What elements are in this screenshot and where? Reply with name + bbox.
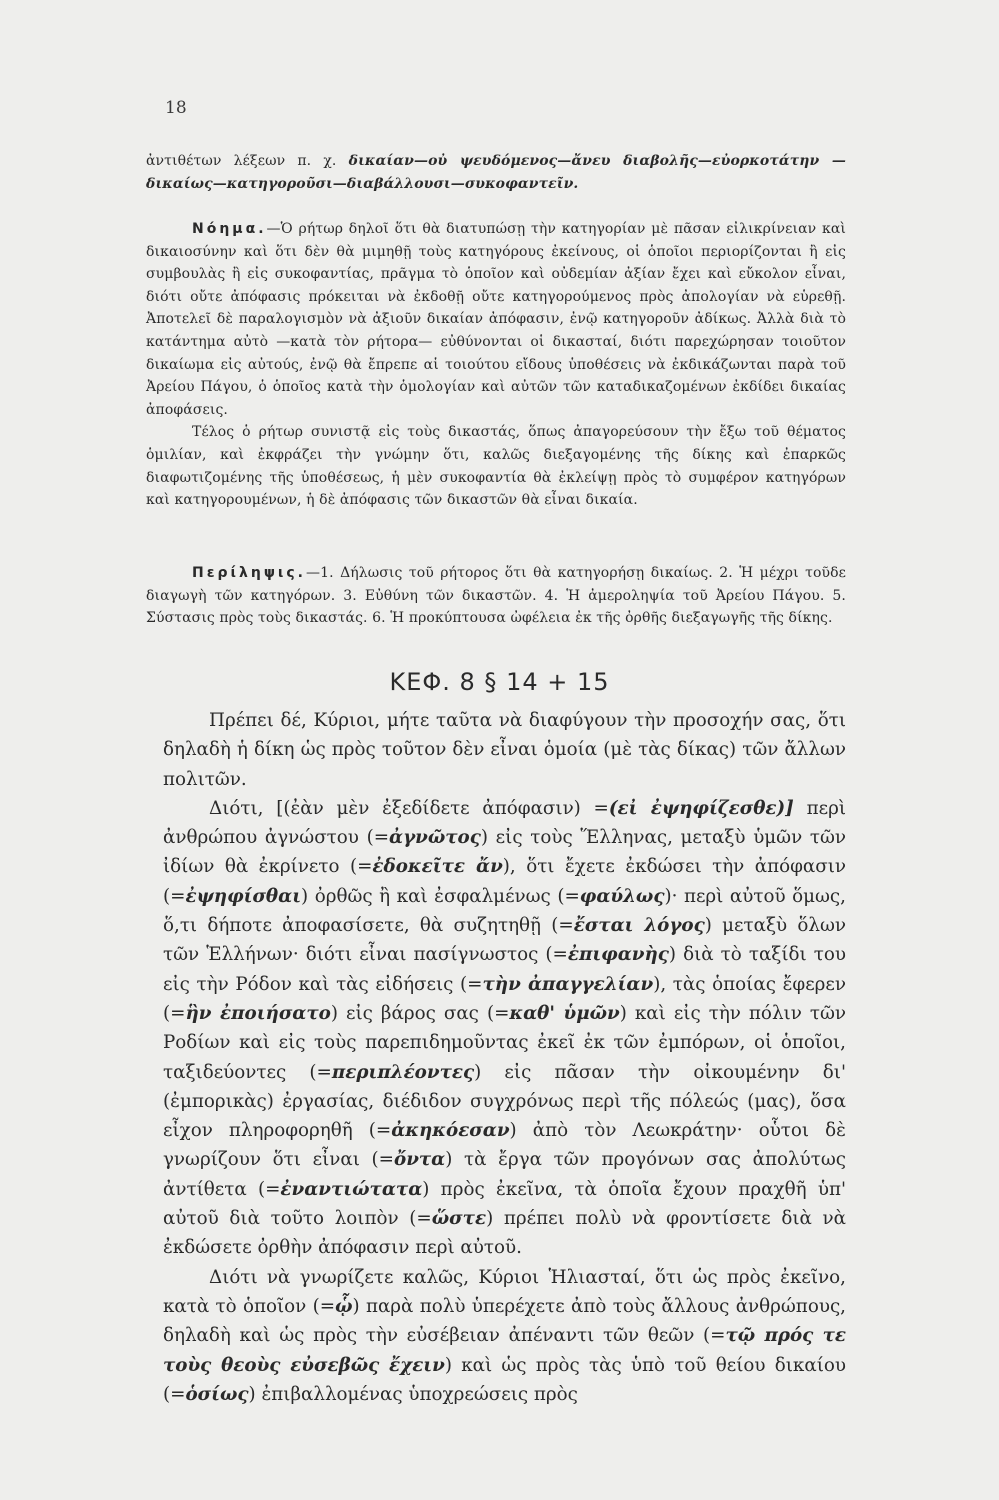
perilipsis-text: —1. Δήλωσις τοῦ ρήτορος ὅτι θὰ κατηγορήσῃ δικαίως. 2. Ἡ μέχρι τοῦδε διαγωγὴ τῶν κατηγόρων. 3. Εὐθύνη τῶν δικαστῶν. 4. Ἡ ἀμεροληψία τοῦ Ἀρείου Πάγου. 5. Σύστασις πρὸς τοὺς δικαστάς. 6. Ἡ προκύπτουσα ὠφέλεια ἐκ τῆς ὀρθῆς διεξαγωγῆς τῆς δίκης. bbox=[146, 565, 846, 627]
ancient-greek-term: καθ' ὑμῶν bbox=[509, 1002, 620, 1024]
intro-word-list: δικαίαν—οὐ ψευδόμενος—ἄνευ διαβολῆς—εὐορκοτάτην —δικαίως—κατηγοροῦσι—διαβάλλουσι—συκοφαντεῖν. bbox=[146, 153, 846, 192]
ancient-greek-term: ᾧ bbox=[335, 1295, 353, 1317]
page-number: 18 bbox=[165, 98, 187, 118]
ancient-greek-term: ἐπιφανὴς bbox=[567, 944, 669, 966]
noima-text: —Ὁ ρήτωρ δηλοῖ ὅτι θὰ διατυπώσῃ τὴν κατηγορίαν μὲ πᾶσαν εἰλικρίνειαν καὶ δικαιοσύνην καὶ ὅτι δὲν θὰ μιμηθῇ τοὺς κατηγόρους ἐκείνους, οἱ ὁποῖοι περιορίζονται ἢ εἰς συμβουλὰς ἢ εἰς συκοφαντίας, πρᾶγμα τὸ ὁποῖον καὶ οὐδεμίαν ἀξίαν ἔχει καὶ εὔκολον εἶναι, διότι οὔτε ἀπόφασις πρόκειται νὰ ἐκδοθῇ οὔτε κατηγορούμενος πρὸς ἀπολογίαν νὰ εὑρεθῇ. Ἀποτελεῖ δὲ παραλογισμὸν νὰ ἀξιοῦν δικαίαν ἀπόφασιν, ἐνῷ κατηγοροῦν ἀδίκως. Ἀλλὰ διὰ τὸ κατάντημα αὐτὸ —κατὰ τὸν ρήτορα— εὐθύνονται οἱ δικασταί, διότι παρεχώρησαν τοιοῦτον δικαίωμα εἰς αὐτούς, ἐνῷ θὰ ἔπρεπε αἱ τοιούτου εἴδους ὑποθέσεις νὰ ἐκδικάζωνται παρὰ τοῦ Ἀρείου Πάγου, ὁ ὁποῖος κατὰ τὴν ὁμολογίαν καὶ αὐτῶν τῶν καταδικαζομένων ἐκδίδει δικαίας ἀποφάσεις. bbox=[146, 221, 846, 418]
main-paragraph-1: Πρέπει δέ, Κύριοι, μήτε ταῦτα νὰ διαφύγουν τὴν προσοχήν σας, ὅτι δηλαδὴ ἡ δίκη ὡς πρὸς τοῦτον δὲν εἶναι ὁμοία (μὲ τὰς δίκας) τῶν ἄλλων πολιτῶν. bbox=[163, 710, 846, 790]
main-paragraph-2 bbox=[163, 794, 846, 1263]
ancient-greek-term: τὴν ἀπαγγελίαν bbox=[482, 973, 654, 995]
noima-conclusion: Τέλος ὁ ρήτωρ συνιστᾷ εἰς τοὺς δικαστάς, ὅπως ἀπαγορεύσουν τὴν ἔξω τοῦ θέματος ὁμιλίαν, καὶ ἐκφράζει τὴν γνώμην ὅτι, καλῶς διεξαγομένης τῆς δίκης καὶ ἐπαρκῶς διαφωτιζομένης τῆς ὑποθέσεως, ἡ μὲν συκοφαντία θὰ ἐκλείψῃ πρὸς τὸ συμφέρον κατηγόρων καὶ κατηγορουμένων, ἡ δὲ ἀπόφασις τῶν δικαστῶν θὰ εἶναι δικαία. bbox=[146, 424, 846, 509]
ancient-greek-term: ἀγνῶτος bbox=[389, 827, 481, 849]
translation-text: ) καὶ εἰς τὴν πόλιν τῶν Ροδίων καὶ εἰς τοὺς παρεπιδημοῦντας ἐκεῖ ἐκ τῶν ἐμπόρων, οἱ ὁποῖοι, ταξιδεύοντες (= bbox=[163, 1002, 846, 1083]
ancient-greek-term: ἐναντιώτατα bbox=[280, 1178, 423, 1200]
ancient-greek-term: ἀκηκόεσαν bbox=[391, 1120, 510, 1142]
translation-text: περὶ ἀνθρώπου ἀγνώστου (= bbox=[163, 797, 846, 849]
translation-text: ) εἰς βάρος σας (= bbox=[330, 1002, 510, 1024]
translation-text: Διότι νὰ γνωρίζετε καλῶς, Κύριοι Ἡλιασταί, ὅτι ὡς πρὸς ἐκεῖνο, κατὰ τὸ ὁποῖον (= bbox=[163, 1266, 846, 1317]
noima-section bbox=[146, 218, 846, 512]
translation-text: ) παρὰ πολὺ ὑπερέχετε ἀπὸ τοὺς ἄλλους ἀνθρώπους, δηλαδὴ καὶ ὡς πρὸς τὴν εὐσέβειαν ἀπέναντι τῶν θεῶν (= bbox=[163, 1295, 846, 1347]
translation-text: ) πρέπει πολὺ νὰ φροντίσετε διὰ νὰ ἐκδώσετε ὀρθὴν ἀπόφασιν περὶ αὐτοῦ. bbox=[163, 1208, 847, 1259]
noima-label: Νόημα. bbox=[192, 221, 267, 237]
translation-text: ) εἰς τοὺς Ἕλληνας, μεταξὺ ὑμῶν τῶν ἰδίων θὰ ἐκρίνετο (= bbox=[163, 827, 846, 878]
intro-paragraph bbox=[146, 150, 846, 195]
main-paragraph-3 bbox=[163, 1263, 846, 1409]
translation-text: ) ἐπιβαλλομένας ὑποχρεώσεις πρὸς bbox=[248, 1383, 578, 1405]
main-text bbox=[163, 706, 846, 1409]
perilipsis-section bbox=[146, 562, 846, 630]
translation-text: ) μεταξὺ ὅλων τῶν Ἑλλήνων· διότι εἶναι πασίγνωστος (= bbox=[163, 915, 846, 966]
ancient-greek-term: ὥστε bbox=[431, 1208, 487, 1230]
ancient-greek-term: ἣν ἐποιήσατο bbox=[185, 1002, 331, 1024]
translation-text: Διότι, [(ἐὰν μὲν ἐξεδίδετε ἀπόφασιν) = bbox=[209, 797, 609, 819]
translation-text: ), ὅτι ἔχετε ἐκδώσει τὴν ἀπόφασιν (= bbox=[163, 856, 847, 907]
translation-text: ) ἀπὸ τὸν Λεωκράτην· οὗτοι δὲ γνωρίζουν ὅτι εἶναι (= bbox=[163, 1120, 846, 1171]
ancient-greek-term: περιπλέοντες bbox=[331, 1061, 475, 1083]
ancient-greek-term: (εἰ ἐψηφίζεσθε)] bbox=[608, 797, 794, 819]
translation-text: ) ὀρθῶς ἢ καὶ ἐσφαλμένως (= bbox=[301, 885, 580, 907]
chapter-heading: ΚΕΦ. 8 § 14 + 15 bbox=[389, 668, 610, 696]
translation-text: )· περὶ αὐτοῦ ὅμως, ὅ,τι δήποτε ἀποφασίσετε, θὰ συζητηθῇ (= bbox=[163, 885, 846, 937]
translation-text: ) πρὸς ἐκεῖνα, τὰ ὁποῖα ἔχουν πραχθῆ ὑπ' αὐτοῦ διὰ τοῦτο λοιπὸν (= bbox=[163, 1178, 846, 1230]
intro-text: ἀντιθέτων λέξεων π. χ. bbox=[146, 153, 349, 169]
ancient-greek-term: ἔσται λόγος bbox=[573, 915, 705, 937]
translation-text: ) τὰ ἔργα τῶν προγόνων σας ἀπολύτως ἀντίθετα (= bbox=[163, 1149, 846, 1200]
ancient-greek-term: τῷ πρός τε τοὺς θεοὺς εὐσεβῶς ἔχειν bbox=[163, 1325, 846, 1376]
ancient-greek-term: ὄντα bbox=[394, 1149, 446, 1171]
ancient-greek-term: ἐψηφίσθαι bbox=[185, 885, 302, 907]
translation-text: ) καὶ ὡς πρὸς τὰς ὑπὸ τοῦ θείου δικαίου (= bbox=[163, 1354, 846, 1405]
ancient-greek-term: φαύλως bbox=[579, 885, 665, 907]
ancient-greek-term: ἐδοκεῖτε ἄν bbox=[372, 856, 503, 878]
translation-text: ), τὰς ὁποίας ἔφερεν (= bbox=[163, 973, 846, 1024]
translation-text: ) διὰ τὸ ταξίδι του εἰς τὴν Ρόδον καὶ τὰς εἰδήσεις (= bbox=[163, 944, 847, 995]
ancient-greek-term: ὁσίως bbox=[185, 1383, 249, 1405]
translation-text: ) εἰς πᾶσαν τὴν οἰκουμένην δι' (ἐμπορικὰς) ἐργασίας, διέδιδον συγχρόνως περὶ τῆς πόλεώς (μας), ὅσα εἶχον πληροφορηθῆ (= bbox=[163, 1061, 846, 1142]
perilipsis-label: Περίληψις. bbox=[192, 565, 306, 581]
